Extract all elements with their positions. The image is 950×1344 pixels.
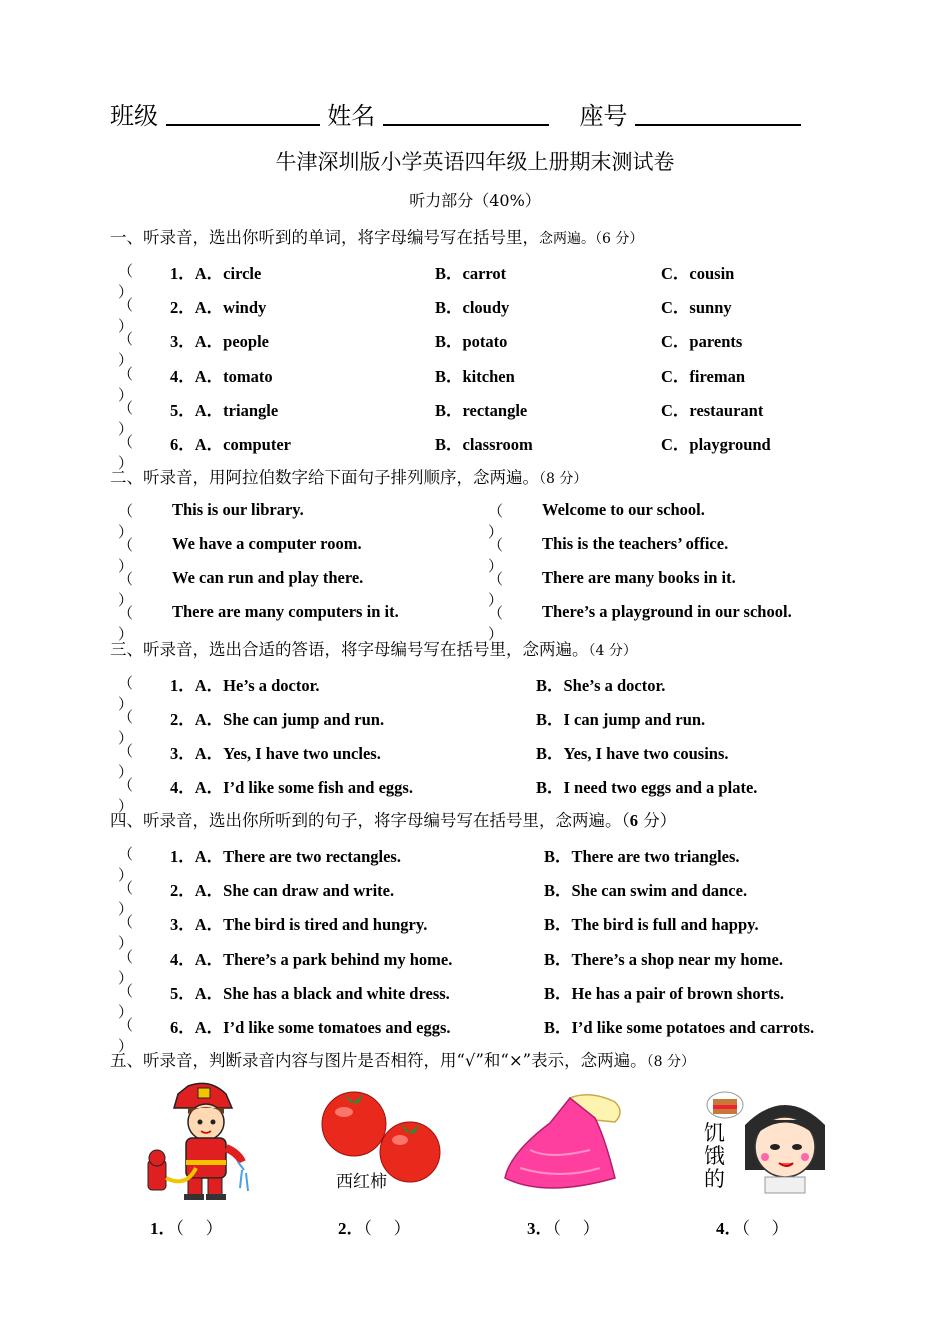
sentence-left: We can run and play there. <box>172 568 364 587</box>
option-b: B．She can swim and dance. <box>544 881 748 901</box>
answer-blank[interactable]: （ ） <box>118 364 134 404</box>
answer-blank[interactable]: （ ） <box>118 674 134 713</box>
class-label: 班级 <box>110 102 158 130</box>
option-a: 6．A．computer <box>170 435 291 454</box>
answer-blank[interactable]: （ ） <box>118 947 134 987</box>
name-blank[interactable] <box>383 100 549 126</box>
section-2-heading: 二、听录音，用阿拉伯数字给下面句子排列顺序，念两遍。（8 分） <box>110 468 588 487</box>
option-b: B．potato <box>435 332 508 352</box>
sentence-left: We have a computer room. <box>172 534 362 553</box>
option-a: 3．A．Yes, I have two uncles. <box>170 744 381 763</box>
option-a: 5．A．She has a black and white dress. <box>170 983 450 1003</box>
hungry-caption: 饥饿的 <box>704 1121 725 1191</box>
option-b: B．rectangle <box>435 400 528 420</box>
answer-blank[interactable]: （ ） <box>118 570 134 609</box>
picture-1-label: 1．（ ） <box>150 1219 223 1239</box>
answer-blank[interactable]: （ ） <box>118 296 134 336</box>
option-a: 4．A．I’d like some fish and eggs. <box>170 778 413 797</box>
option-b: B．I need two eggs and a plate. <box>536 778 758 797</box>
option-b: B．She’s a doctor. <box>536 676 666 695</box>
answer-blank[interactable]: （ ） <box>488 604 504 643</box>
option-c: C．restaurant <box>661 400 764 420</box>
option-a: 4．A．There’s a park behind my home. <box>170 949 453 969</box>
option-b: B．classroom <box>435 435 533 454</box>
answer-blank[interactable]: （ ） <box>118 913 134 953</box>
seat-label: 座号 <box>579 102 628 130</box>
answer-blank[interactable]: （ ） <box>118 262 134 301</box>
seat-blank[interactable] <box>635 100 801 126</box>
option-b: B．cloudy <box>435 298 510 318</box>
answer-blank[interactable]: （ ） <box>118 776 134 815</box>
answer-blank[interactable]: （ ） <box>118 742 134 781</box>
option-b: B．I’d like some potatoes and carrots. <box>544 1018 815 1037</box>
sentence-right: There’s a playground in our school. <box>542 602 792 621</box>
option-b: B．kitchen <box>435 366 515 386</box>
answer-blank[interactable]: （ ） <box>118 604 134 643</box>
class-blank[interactable] <box>166 100 320 126</box>
option-a: 4．A．tomato <box>170 366 273 386</box>
answer-blank[interactable]: （ ） <box>118 536 134 575</box>
answer-blank[interactable]: （ ） <box>118 398 134 438</box>
option-a: 2．A．She can jump and run. <box>170 710 385 729</box>
answer-blank[interactable]: （ ） <box>118 330 134 370</box>
sentence-right: This is the teachers’ office. <box>542 534 729 553</box>
option-b: B．He has a pair of brown shorts. <box>544 983 785 1003</box>
option-a: 2．A．She can draw and write. <box>170 881 395 901</box>
section-1-heading: 一、听录音，选出你听到的单词，将字母编号写在括号里，念两遍。（6 分） <box>110 228 644 247</box>
picture-2-label: 2．（ ） <box>338 1219 411 1239</box>
picture-3-label: 3．（ ） <box>527 1219 600 1239</box>
answer-blank[interactable]: （ ） <box>488 502 504 541</box>
picture-4-label: 4．（ ） <box>716 1219 789 1239</box>
option-b: B．The bird is full and happy. <box>544 915 759 935</box>
section-subtitle: 听力部分（40%） <box>409 191 541 210</box>
name-label: 姓名 <box>327 102 376 130</box>
option-b: B．Yes, I have two cousins. <box>536 744 729 763</box>
sentence-right: There are many books in it. <box>542 568 736 587</box>
answer-blank[interactable]: （ ） <box>118 879 134 919</box>
answer-blank[interactable]: （ ） <box>118 433 134 472</box>
fireman-picture <box>138 1078 253 1203</box>
option-b: B．There’s a shop near my home. <box>544 949 783 969</box>
option-c: C．sunny <box>661 298 732 318</box>
option-b: B．I can jump and run. <box>536 710 706 729</box>
answer-blank[interactable]: （ ） <box>118 708 134 747</box>
option-c: C．cousin <box>661 264 735 283</box>
option-a: 2．A．windy <box>170 298 267 318</box>
option-a: 1．A．circle <box>170 264 262 283</box>
tomato-caption: 西红柿 <box>336 1172 387 1192</box>
answer-blank[interactable]: （ ） <box>118 845 134 884</box>
section-3-heading: 三、听录音，选出合适的答语，将字母编号写在括号里，念两遍。（4 分） <box>110 640 637 659</box>
answer-blank[interactable]: （ ） <box>118 502 134 541</box>
section-5-heading: 五、听录音，判断录音内容与图片是否相符，用“√”和“×”表示，念两遍。（8 分） <box>110 1051 695 1070</box>
answer-blank[interactable]: （ ） <box>118 981 134 1021</box>
option-a: 1．A．He’s a doctor. <box>170 676 320 695</box>
option-a: 6．A．I’d like some tomatoes and eggs. <box>170 1018 451 1037</box>
sentence-left: There are many computers in it. <box>172 602 399 621</box>
section-4-heading: 四、听录音，选出你所听到的句子，将字母编号写在括号里，念两遍。（6 分） <box>110 811 677 830</box>
option-c: C．parents <box>661 332 743 352</box>
answer-blank[interactable]: （ ） <box>118 1016 134 1055</box>
page-title: 牛津深圳版小学英语四年级上册期末测试卷 <box>275 150 675 174</box>
option-a: 3．A．The bird is tired and hungry. <box>170 915 428 935</box>
dress-picture <box>500 1090 645 1195</box>
answer-blank[interactable]: （ ） <box>488 570 504 609</box>
option-a: 5．A．triangle <box>170 400 279 420</box>
sentence-left: This is our library. <box>172 500 304 519</box>
sentence-right: Welcome to our school. <box>542 500 705 519</box>
answer-blank[interactable]: （ ） <box>488 536 504 575</box>
option-b: B．There are two triangles. <box>544 847 740 866</box>
option-c: C．playground <box>661 435 771 454</box>
option-a: 1．A．There are two rectangles. <box>170 847 401 866</box>
option-a: 3．A．people <box>170 332 269 352</box>
option-c: C．fireman <box>661 366 746 386</box>
option-b: B．carrot <box>435 264 507 283</box>
student-info-header <box>110 96 801 131</box>
